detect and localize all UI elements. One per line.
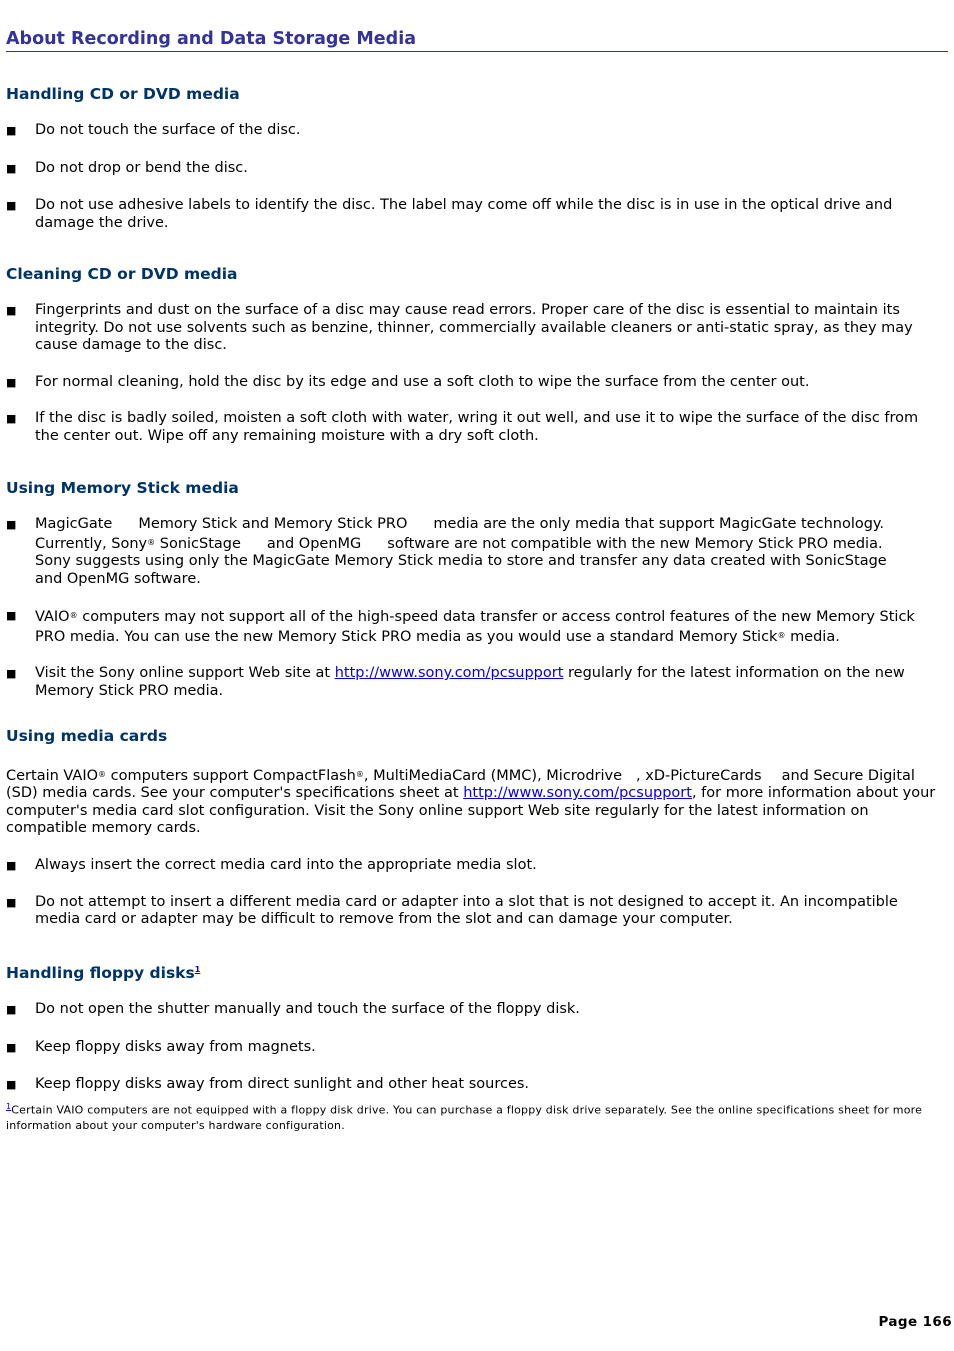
list-item: ■ Keep floppy disks away from direct sunlight and other heat sources. <box>6 1076 530 1093</box>
footnote: $^1$Certain VAIO computers are not equipped with a floppy disk drive. You can purchase a floppy disk drive separately. See the online specifications sheet for more information about your computer's hardware configuration. <box>6 1102 923 1132</box>
section-heading: Handling floppy disks$^1$ <box>6 964 201 983</box>
document-page <box>6 0 948 1132</box>
list-item: ■ Do not drop or bend the disc. <box>6 159 248 176</box>
footnote-link[interactable]: 1 <box>194 965 201 974</box>
page-number: Page 166 <box>878 1314 952 1330</box>
list-item: ■ Do not use adhesive labels to identify the disc. The label may come off while the disc is in use in the optical drive and damage the drive. <box>6 197 893 231</box>
bullet-list <box>6 302 948 445</box>
section-media-cards <box>6 726 948 929</box>
section-memory-stick <box>6 478 948 700</box>
section-heading: Using media cards <box>6 727 168 745</box>
section-cleaning-cd <box>6 264 948 445</box>
section-heading: Using Memory Stick media <box>6 479 239 497</box>
pcsupport-link[interactable]: http://www.sony.com/pcsupport <box>463 785 692 802</box>
list-item: ■ MagicGate Memory Stick and Memory Stick PRO media are the only media that support MagicGate technology. Currently, Sony® SonicStage and OpenMG software are not compatible with the new Memory Stick PRO media. Sony suggests using only the MagicGate Memory Stick media to store and transfer any data created with SonicStage and OpenMG software. <box>6 516 887 587</box>
list-item: ■ Keep floppy disks away from magnets. <box>6 1038 316 1055</box>
bullet-list <box>6 122 948 232</box>
list-item: ■ For normal cleaning, hold the disc by its edge and use a soft cloth to wipe the surface from the center out. <box>6 373 810 390</box>
list-item: ■ Do not touch the surface of the disc. <box>6 122 301 138</box>
footnote-mark[interactable]: 1 <box>6 1102 12 1111</box>
section-heading: Handling CD or DVD media <box>6 85 240 103</box>
section-floppy <box>6 960 948 1094</box>
bullet-list <box>6 857 948 929</box>
list-item: ■ Always insert the correct media card into the appropriate media slot. <box>6 857 537 874</box>
list-item: ■ Visit the Sony online support Web site at http://www.sony.com/pcsupport regularly for the latest information on the new Memory Stick PRO media. <box>6 665 905 699</box>
media-cards-paragraph: Certain VAIO® computers support CompactFlash®, MultiMediaCard (MMC), Microdrive , xD-PictureCards and Secure Digital (SD) media cards. See your computer's specifications sheet at http://www.sony.com/pcsupport, for more information about your computer's media card slot configuration. Visit the Sony online support Web site regularly for the latest information on compatible memory cards. <box>6 768 936 836</box>
list-item: ■ If the disc is badly soiled, moisten a soft cloth with water, wring it out well, and use it to wipe the surface of the disc from the center out. Wipe off any remaining moisture with a dry soft cloth. <box>6 410 919 444</box>
page-title: About Recording and Data Storage Media <box>6 0 948 52</box>
list-item: ■ Fingerprints and dust on the surface of a disc may cause read errors. Proper care of the disc is essential to maintain its integrity. Do not use solvents such as benzine, thinner, commercially available cleaners or anti-static spray, as they may cause damage to the disc. <box>6 302 913 353</box>
section-handling-cd <box>6 84 948 232</box>
bullet-list <box>6 1001 948 1094</box>
list-item: ■ Do not attempt to insert a different media card or adapter into a slot that is not designed to accept it. An incompatible media card or adapter may be difficult to remove from the slot and can damage your computer. <box>6 893 898 928</box>
pcsupport-link[interactable]: http://www.sony.com/pcsupport <box>334 665 564 681</box>
bullet-list <box>6 516 948 700</box>
list-item: ■ VAIO® computers may not support all of the high-speed data transfer or access control features of the new Memory Stick PRO media. You can use the new Memory Stick PRO media as you would use a standard Memory Stick® media. <box>6 609 915 645</box>
section-heading: Cleaning CD or DVD media <box>6 265 238 283</box>
list-item: ■ Do not open the shutter manually and touch the surface of the floppy disk. <box>6 1001 580 1018</box>
